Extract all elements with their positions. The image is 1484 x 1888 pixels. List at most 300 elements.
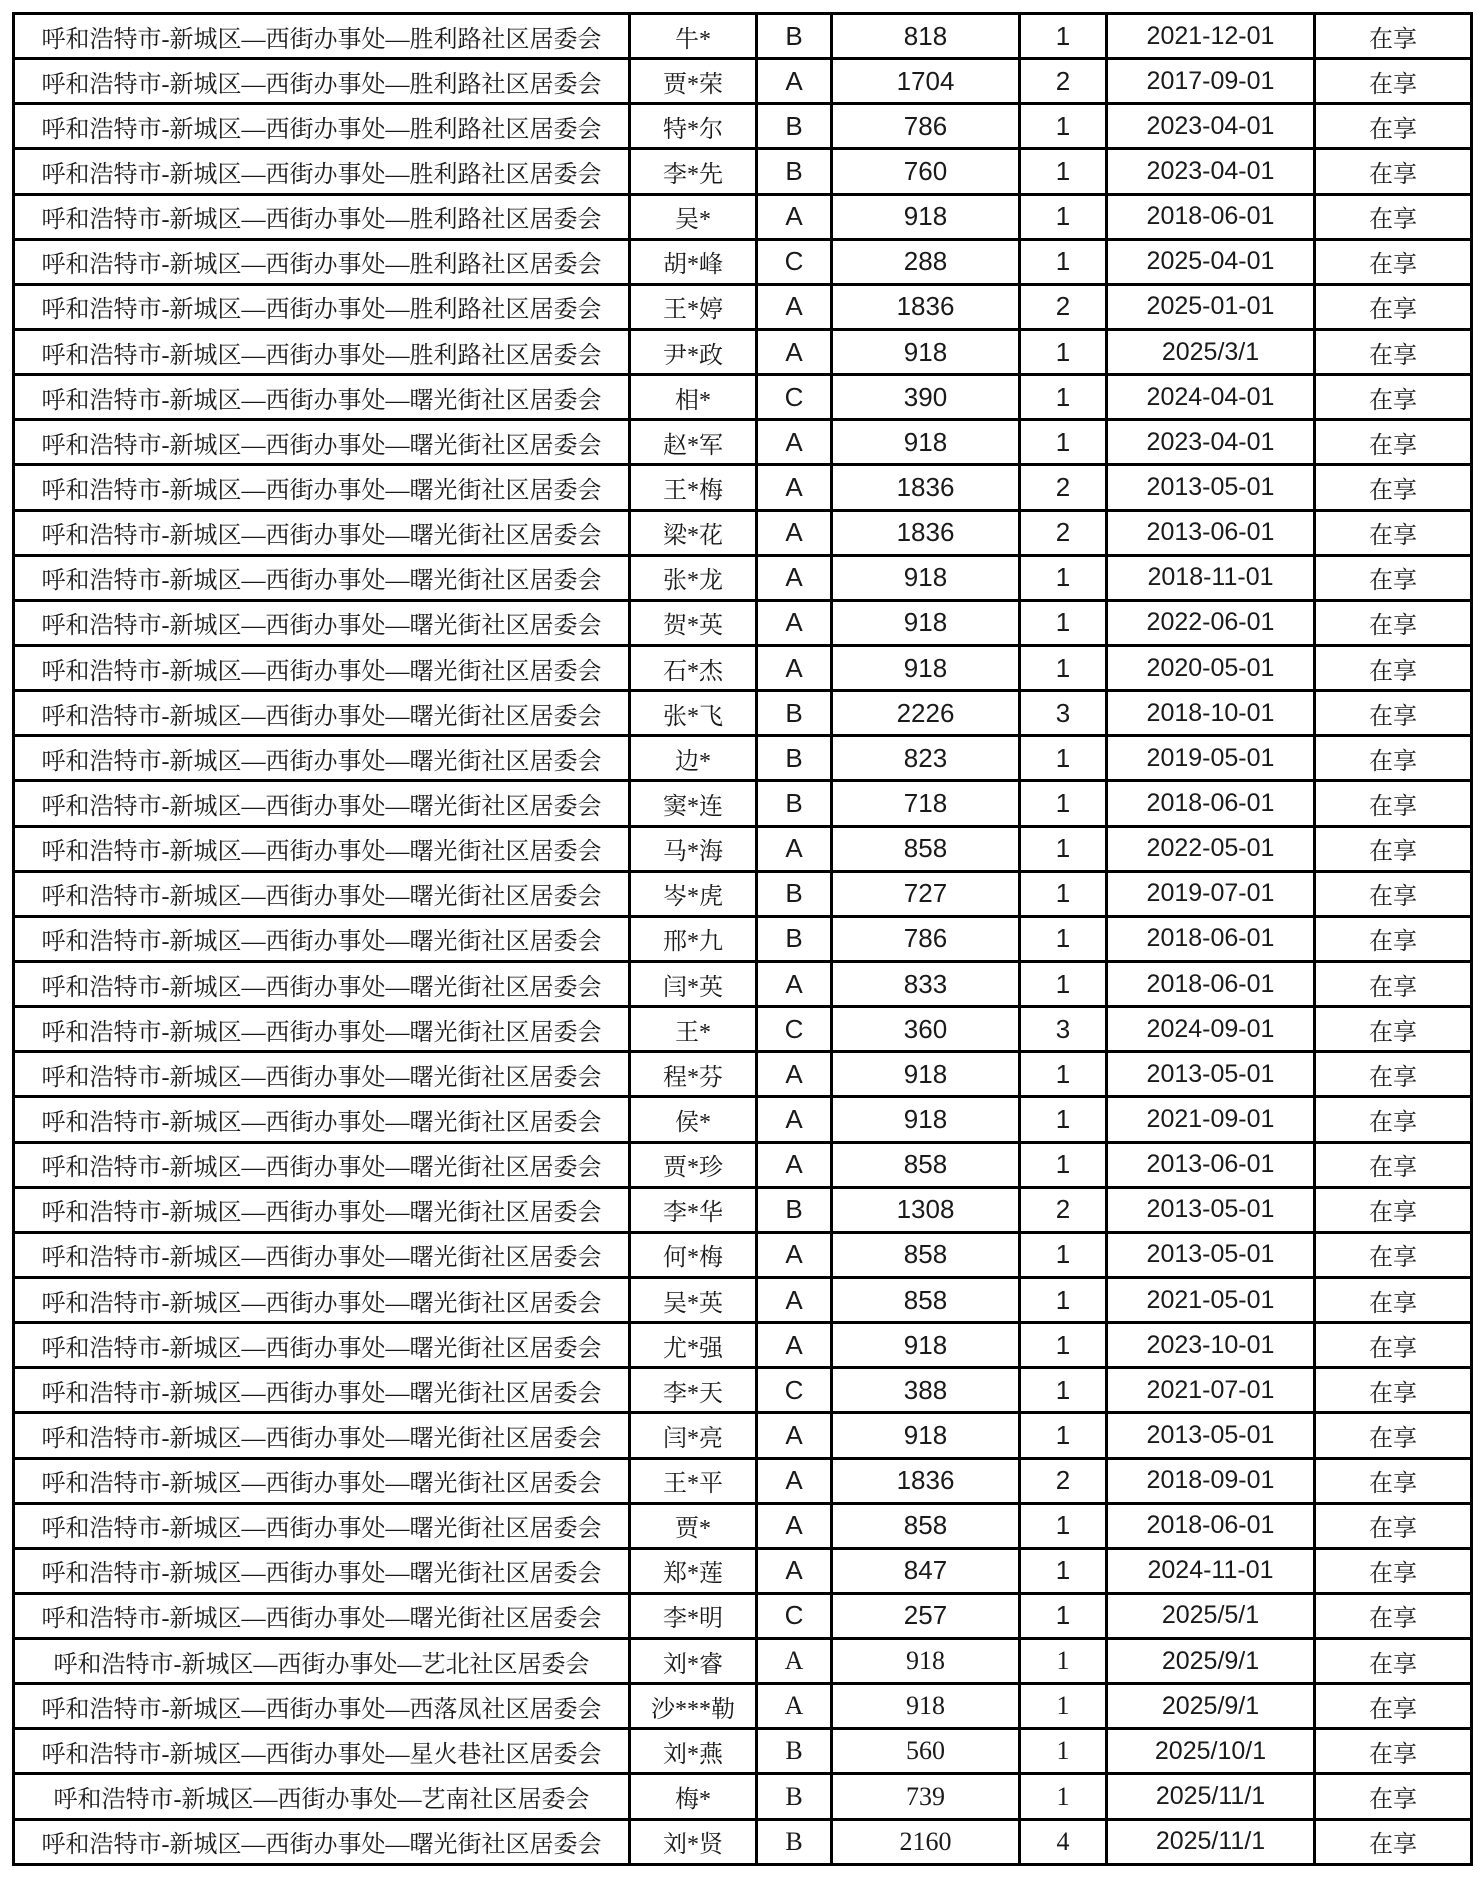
cell-region: 呼和浩特市-新城区—西街办事处—艺南社区居委会 — [14, 1774, 630, 1819]
cell-category: A — [757, 961, 832, 1006]
cell-name: 贾* — [630, 1503, 757, 1548]
cell-count: 4 — [1020, 1819, 1107, 1864]
cell-status: 在享 — [1315, 1097, 1472, 1142]
cell-date: 2024-09-01 — [1107, 1007, 1315, 1052]
cell-date: 2024-04-01 — [1107, 375, 1315, 420]
cell-date: 2023-04-01 — [1107, 149, 1315, 194]
cell-status: 在享 — [1315, 1187, 1472, 1232]
cell-region: 呼和浩特市-新城区—西街办事处—曙光街社区居委会 — [14, 555, 630, 600]
cell-category: A — [757, 1142, 832, 1187]
cell-amount: 1836 — [832, 284, 1020, 329]
table-row — [14, 916, 1472, 961]
cell-name: 尹*政 — [630, 329, 757, 374]
cell-region: 呼和浩特市-新城区—西街办事处—曙光街社区居委会 — [14, 871, 630, 916]
cell-date: 2025-01-01 — [1107, 284, 1315, 329]
cell-date: 2025/11/1 — [1107, 1819, 1315, 1864]
cell-region: 呼和浩特市-新城区—西街办事处—曙光街社区居委会 — [14, 465, 630, 510]
cell-date: 2025/9/1 — [1107, 1639, 1315, 1684]
cell-amount: 1836 — [832, 510, 1020, 555]
cell-count: 1 — [1020, 104, 1107, 149]
cell-category: A — [757, 510, 832, 555]
cell-region: 呼和浩特市-新城区—西街办事处—曙光街社区居委会 — [14, 375, 630, 420]
cell-category: C — [757, 1368, 832, 1413]
table-row — [14, 1774, 1472, 1819]
cell-count: 1 — [1020, 194, 1107, 239]
table-row — [14, 284, 1472, 329]
cell-status: 在享 — [1315, 1368, 1472, 1413]
cell-amount: 739 — [832, 1774, 1020, 1819]
cell-amount: 288 — [832, 239, 1020, 284]
cell-amount: 1836 — [832, 1458, 1020, 1503]
cell-name: 李*天 — [630, 1368, 757, 1413]
cell-region: 呼和浩特市-新城区—西街办事处—曙光街社区居委会 — [14, 1413, 630, 1458]
cell-count: 1 — [1020, 826, 1107, 871]
cell-category: A — [757, 1458, 832, 1503]
table-row — [14, 736, 1472, 781]
cell-count: 3 — [1020, 691, 1107, 736]
cell-count: 1 — [1020, 1639, 1107, 1684]
cell-amount: 1836 — [832, 465, 1020, 510]
cell-status: 在享 — [1315, 465, 1472, 510]
cell-name: 王*平 — [630, 1458, 757, 1503]
cell-count: 2 — [1020, 1187, 1107, 1232]
cell-date: 2019-07-01 — [1107, 871, 1315, 916]
cell-count: 1 — [1020, 961, 1107, 1006]
cell-region: 呼和浩特市-新城区—西街办事处—曙光街社区居委会 — [14, 1323, 630, 1368]
cell-status: 在享 — [1315, 375, 1472, 420]
cell-count: 1 — [1020, 420, 1107, 465]
cell-category: B — [757, 691, 832, 736]
table-row — [14, 329, 1472, 374]
cell-status: 在享 — [1315, 916, 1472, 961]
cell-status: 在享 — [1315, 736, 1472, 781]
cell-status: 在享 — [1315, 194, 1472, 239]
cell-amount: 2160 — [832, 1819, 1020, 1864]
cell-name: 窦*连 — [630, 781, 757, 826]
cell-region: 呼和浩特市-新城区—西街办事处—曙光街社区居委会 — [14, 1232, 630, 1277]
table-row — [14, 1819, 1472, 1864]
table-row — [14, 465, 1472, 510]
cell-name: 邢*九 — [630, 916, 757, 961]
cell-date: 2024-11-01 — [1107, 1548, 1315, 1593]
cell-count: 1 — [1020, 871, 1107, 916]
cell-region: 呼和浩特市-新城区—西街办事处—曙光街社区居委会 — [14, 781, 630, 826]
cell-amount: 390 — [832, 375, 1020, 420]
cell-date: 2013-06-01 — [1107, 510, 1315, 555]
table-row — [14, 149, 1472, 194]
cell-name: 沙***勒 — [630, 1684, 757, 1729]
cell-amount: 858 — [832, 1232, 1020, 1277]
cell-count: 2 — [1020, 510, 1107, 555]
cell-status: 在享 — [1315, 871, 1472, 916]
cell-category: A — [757, 329, 832, 374]
cell-count: 2 — [1020, 1458, 1107, 1503]
cell-region: 呼和浩特市-新城区—西街办事处—曙光街社区居委会 — [14, 1503, 630, 1548]
cell-category: A — [757, 1413, 832, 1458]
cell-status: 在享 — [1315, 1729, 1472, 1774]
cell-date: 2018-10-01 — [1107, 691, 1315, 736]
cell-date: 2013-05-01 — [1107, 1052, 1315, 1097]
cell-region: 呼和浩特市-新城区—西街办事处—西落凤社区居委会 — [14, 1684, 630, 1729]
cell-amount: 833 — [832, 961, 1020, 1006]
cell-name: 梁*花 — [630, 510, 757, 555]
cell-name: 尤*强 — [630, 1323, 757, 1368]
cell-amount: 918 — [832, 555, 1020, 600]
cell-name: 吴*英 — [630, 1277, 757, 1322]
cell-date: 2013-05-01 — [1107, 1232, 1315, 1277]
cell-amount: 727 — [832, 871, 1020, 916]
cell-region: 呼和浩特市-新城区—西街办事处—曙光街社区居委会 — [14, 600, 630, 645]
table-row — [14, 1052, 1472, 1097]
cell-count: 1 — [1020, 555, 1107, 600]
cell-count: 1 — [1020, 1323, 1107, 1368]
cell-amount: 918 — [832, 1052, 1020, 1097]
cell-count: 1 — [1020, 1684, 1107, 1729]
cell-date: 2018-06-01 — [1107, 961, 1315, 1006]
cell-category: A — [757, 555, 832, 600]
cell-date: 2023-04-01 — [1107, 104, 1315, 149]
cell-name: 牛* — [630, 14, 757, 59]
cell-category: A — [757, 1052, 832, 1097]
cell-amount: 918 — [832, 600, 1020, 645]
cell-status: 在享 — [1315, 1323, 1472, 1368]
cell-date: 2023-10-01 — [1107, 1323, 1315, 1368]
cell-region: 呼和浩特市-新城区—西街办事处—曙光街社区居委会 — [14, 736, 630, 781]
cell-region: 呼和浩特市-新城区—西街办事处—曙光街社区居委会 — [14, 916, 630, 961]
table-row — [14, 645, 1472, 690]
cell-name: 贾*荣 — [630, 59, 757, 104]
cell-count: 1 — [1020, 645, 1107, 690]
cell-count: 1 — [1020, 1413, 1107, 1458]
cell-count: 1 — [1020, 329, 1107, 374]
table-row — [14, 555, 1472, 600]
cell-date: 2018-11-01 — [1107, 555, 1315, 600]
cell-count: 1 — [1020, 781, 1107, 826]
cell-status: 在享 — [1315, 826, 1472, 871]
cell-amount: 918 — [832, 1684, 1020, 1729]
cell-count: 2 — [1020, 465, 1107, 510]
cell-amount: 1704 — [832, 59, 1020, 104]
cell-region: 呼和浩特市-新城区—西街办事处—胜利路社区居委会 — [14, 149, 630, 194]
cell-amount: 918 — [832, 645, 1020, 690]
cell-date: 2021-09-01 — [1107, 1097, 1315, 1142]
cell-name: 何*梅 — [630, 1232, 757, 1277]
cell-amount: 918 — [832, 1413, 1020, 1458]
cell-count: 1 — [1020, 1142, 1107, 1187]
table-row — [14, 1593, 1472, 1638]
cell-count: 1 — [1020, 1232, 1107, 1277]
cell-amount: 847 — [832, 1548, 1020, 1593]
cell-name: 闫*英 — [630, 961, 757, 1006]
table-row — [14, 600, 1472, 645]
cell-amount: 360 — [832, 1007, 1020, 1052]
cell-region: 呼和浩特市-新城区—西街办事处—胜利路社区居委会 — [14, 329, 630, 374]
cell-region: 呼和浩特市-新城区—西街办事处—曙光街社区居委会 — [14, 1458, 630, 1503]
cell-name: 张*龙 — [630, 555, 757, 600]
table-row — [14, 1007, 1472, 1052]
cell-amount: 760 — [832, 149, 1020, 194]
cell-date: 2013-05-01 — [1107, 465, 1315, 510]
cell-status: 在享 — [1315, 645, 1472, 690]
cell-date: 2019-05-01 — [1107, 736, 1315, 781]
cell-name: 王*梅 — [630, 465, 757, 510]
cell-region: 呼和浩特市-新城区—西街办事处—艺北社区居委会 — [14, 1639, 630, 1684]
cell-amount: 858 — [832, 1142, 1020, 1187]
cell-status: 在享 — [1315, 510, 1472, 555]
cell-amount: 858 — [832, 826, 1020, 871]
cell-name: 李*华 — [630, 1187, 757, 1232]
cell-category: B — [757, 149, 832, 194]
cell-date: 2020-05-01 — [1107, 645, 1315, 690]
cell-status: 在享 — [1315, 1548, 1472, 1593]
cell-category: A — [757, 59, 832, 104]
cell-count: 1 — [1020, 1593, 1107, 1638]
cell-name: 李*先 — [630, 149, 757, 194]
cell-status: 在享 — [1315, 104, 1472, 149]
cell-category: B — [757, 1187, 832, 1232]
cell-region: 呼和浩特市-新城区—西街办事处—曙光街社区居委会 — [14, 1007, 630, 1052]
cell-category: C — [757, 239, 832, 284]
cell-category: A — [757, 284, 832, 329]
table-row — [14, 104, 1472, 149]
cell-category: A — [757, 420, 832, 465]
cell-region: 呼和浩特市-新城区—西街办事处—曙光街社区居委会 — [14, 1187, 630, 1232]
cell-category: A — [757, 1097, 832, 1142]
cell-count: 2 — [1020, 59, 1107, 104]
cell-region: 呼和浩特市-新城区—西街办事处—曙光街社区居委会 — [14, 420, 630, 465]
cell-count: 3 — [1020, 1007, 1107, 1052]
cell-amount: 918 — [832, 329, 1020, 374]
cell-date: 2013-06-01 — [1107, 1142, 1315, 1187]
cell-region: 呼和浩特市-新城区—西街办事处—曙光街社区居委会 — [14, 1052, 630, 1097]
table-row — [14, 510, 1472, 555]
table-row — [14, 1232, 1472, 1277]
cell-category: A — [757, 1232, 832, 1277]
cell-name: 梅* — [630, 1774, 757, 1819]
cell-category: A — [757, 1639, 832, 1684]
cell-date: 2025-04-01 — [1107, 239, 1315, 284]
cell-name: 边* — [630, 736, 757, 781]
cell-category: A — [757, 1548, 832, 1593]
cell-status: 在享 — [1315, 284, 1472, 329]
cell-status: 在享 — [1315, 420, 1472, 465]
cell-status: 在享 — [1315, 1593, 1472, 1638]
cell-category: B — [757, 736, 832, 781]
cell-region: 呼和浩特市-新城区—西街办事处—曙光街社区居委会 — [14, 1142, 630, 1187]
table-row — [14, 1187, 1472, 1232]
cell-region: 呼和浩特市-新城区—西街办事处—胜利路社区居委会 — [14, 194, 630, 239]
cell-status: 在享 — [1315, 1232, 1472, 1277]
cell-status: 在享 — [1315, 555, 1472, 600]
cell-date: 2021-07-01 — [1107, 1368, 1315, 1413]
cell-count: 1 — [1020, 1503, 1107, 1548]
cell-amount: 818 — [832, 14, 1020, 59]
cell-count: 1 — [1020, 1774, 1107, 1819]
cell-name: 刘*贤 — [630, 1819, 757, 1864]
cell-status: 在享 — [1315, 329, 1472, 374]
cell-status: 在享 — [1315, 1639, 1472, 1684]
cell-amount: 560 — [832, 1729, 1020, 1774]
cell-category: A — [757, 826, 832, 871]
cell-region: 呼和浩特市-新城区—西街办事处—胜利路社区居委会 — [14, 59, 630, 104]
cell-status: 在享 — [1315, 59, 1472, 104]
cell-region: 呼和浩特市-新城区—西街办事处—曙光街社区居委会 — [14, 1097, 630, 1142]
cell-region: 呼和浩特市-新城区—西街办事处—曙光街社区居委会 — [14, 961, 630, 1006]
cell-name: 刘*燕 — [630, 1729, 757, 1774]
cell-category: C — [757, 375, 832, 420]
cell-name: 吴* — [630, 194, 757, 239]
cell-category: A — [757, 194, 832, 239]
cell-category: B — [757, 104, 832, 149]
cell-name: 贺*英 — [630, 600, 757, 645]
cell-amount: 257 — [832, 1593, 1020, 1638]
cell-status: 在享 — [1315, 1413, 1472, 1458]
cell-date: 2018-06-01 — [1107, 1503, 1315, 1548]
cell-count: 1 — [1020, 239, 1107, 284]
cell-date: 2025/5/1 — [1107, 1593, 1315, 1638]
cell-category: B — [757, 1774, 832, 1819]
cell-amount: 918 — [832, 1323, 1020, 1368]
cell-status: 在享 — [1315, 1052, 1472, 1097]
table-row — [14, 1639, 1472, 1684]
cell-count: 2 — [1020, 284, 1107, 329]
cell-region: 呼和浩特市-新城区—西街办事处—星火巷社区居委会 — [14, 1729, 630, 1774]
cell-date: 2018-06-01 — [1107, 194, 1315, 239]
cell-region: 呼和浩特市-新城区—西街办事处—曙光街社区居委会 — [14, 1277, 630, 1322]
cell-date: 2025/9/1 — [1107, 1684, 1315, 1729]
table-row — [14, 1684, 1472, 1729]
cell-date: 2018-06-01 — [1107, 781, 1315, 826]
cell-count: 1 — [1020, 736, 1107, 781]
table-row — [14, 871, 1472, 916]
cell-date: 2025/10/1 — [1107, 1729, 1315, 1774]
cell-count: 1 — [1020, 1368, 1107, 1413]
cell-amount: 918 — [832, 1097, 1020, 1142]
cell-date: 2013-05-01 — [1107, 1187, 1315, 1232]
cell-name: 郑*莲 — [630, 1548, 757, 1593]
cell-status: 在享 — [1315, 1774, 1472, 1819]
table-row — [14, 1368, 1472, 1413]
cell-date: 2018-06-01 — [1107, 916, 1315, 961]
cell-count: 1 — [1020, 14, 1107, 59]
cell-status: 在享 — [1315, 1458, 1472, 1503]
cell-name: 王* — [630, 1007, 757, 1052]
table-row — [14, 1323, 1472, 1368]
cell-region: 呼和浩特市-新城区—西街办事处—曙光街社区居委会 — [14, 826, 630, 871]
cell-name: 李*明 — [630, 1593, 757, 1638]
cell-region: 呼和浩特市-新城区—西街办事处—曙光街社区居委会 — [14, 691, 630, 736]
cell-status: 在享 — [1315, 600, 1472, 645]
cell-count: 1 — [1020, 1729, 1107, 1774]
cell-status: 在享 — [1315, 1503, 1472, 1548]
cell-status: 在享 — [1315, 239, 1472, 284]
cell-amount: 918 — [832, 194, 1020, 239]
cell-date: 2013-05-01 — [1107, 1413, 1315, 1458]
cell-amount: 1308 — [832, 1187, 1020, 1232]
cell-category: A — [757, 1503, 832, 1548]
cell-date: 2022-06-01 — [1107, 600, 1315, 645]
cell-date: 2023-04-01 — [1107, 420, 1315, 465]
cell-amount: 918 — [832, 1639, 1020, 1684]
cell-status: 在享 — [1315, 781, 1472, 826]
cell-amount: 2226 — [832, 691, 1020, 736]
cell-amount: 858 — [832, 1503, 1020, 1548]
cell-status: 在享 — [1315, 1142, 1472, 1187]
cell-status: 在享 — [1315, 1684, 1472, 1729]
cell-category: C — [757, 1593, 832, 1638]
cell-count: 1 — [1020, 916, 1107, 961]
cell-name: 马*海 — [630, 826, 757, 871]
cell-amount: 786 — [832, 916, 1020, 961]
cell-count: 1 — [1020, 1548, 1107, 1593]
table-row — [14, 1548, 1472, 1593]
table-row — [14, 375, 1472, 420]
cell-count: 1 — [1020, 1277, 1107, 1322]
cell-category: C — [757, 1007, 832, 1052]
cell-category: B — [757, 871, 832, 916]
table-row — [14, 194, 1472, 239]
table-row — [14, 781, 1472, 826]
cell-status: 在享 — [1315, 691, 1472, 736]
cell-amount: 718 — [832, 781, 1020, 826]
table-row — [14, 691, 1472, 736]
cell-category: A — [757, 1277, 832, 1322]
cell-category: B — [757, 781, 832, 826]
cell-date: 2021-05-01 — [1107, 1277, 1315, 1322]
cell-region: 呼和浩特市-新城区—西街办事处—曙光街社区居委会 — [14, 1593, 630, 1638]
cell-category: A — [757, 600, 832, 645]
cell-count: 1 — [1020, 1097, 1107, 1142]
table-row — [14, 1729, 1472, 1774]
cell-name: 特*尔 — [630, 104, 757, 149]
cell-name: 赵*军 — [630, 420, 757, 465]
cell-region: 呼和浩特市-新城区—西街办事处—曙光街社区居委会 — [14, 1548, 630, 1593]
cell-date: 2025/3/1 — [1107, 329, 1315, 374]
cell-region: 呼和浩特市-新城区—西街办事处—曙光街社区居委会 — [14, 1819, 630, 1864]
cell-date: 2021-12-01 — [1107, 14, 1315, 59]
cell-status: 在享 — [1315, 1277, 1472, 1322]
cell-name: 刘*睿 — [630, 1639, 757, 1684]
cell-region: 呼和浩特市-新城区—西街办事处—胜利路社区居委会 — [14, 284, 630, 329]
table-row — [14, 826, 1472, 871]
cell-date: 2018-09-01 — [1107, 1458, 1315, 1503]
cell-region: 呼和浩特市-新城区—西街办事处—胜利路社区居委会 — [14, 14, 630, 59]
cell-region: 呼和浩特市-新城区—西街办事处—胜利路社区居委会 — [14, 104, 630, 149]
cell-region: 呼和浩特市-新城区—西街办事处—曙光街社区居委会 — [14, 1368, 630, 1413]
table-row — [14, 1097, 1472, 1142]
table-row — [14, 420, 1472, 465]
cell-date: 2025/11/1 — [1107, 1774, 1315, 1819]
cell-name: 张*飞 — [630, 691, 757, 736]
cell-category: A — [757, 645, 832, 690]
table-row — [14, 1413, 1472, 1458]
cell-name: 胡*峰 — [630, 239, 757, 284]
cell-date: 2017-09-01 — [1107, 59, 1315, 104]
cell-name: 石*杰 — [630, 645, 757, 690]
cell-category: B — [757, 1819, 832, 1864]
cell-category: A — [757, 465, 832, 510]
table-body — [14, 14, 1472, 1865]
table-row — [14, 59, 1472, 104]
cell-category: B — [757, 916, 832, 961]
cell-amount: 858 — [832, 1277, 1020, 1322]
cell-category: A — [757, 1684, 832, 1729]
cell-count: 1 — [1020, 600, 1107, 645]
cell-count: 1 — [1020, 149, 1107, 194]
cell-region: 呼和浩特市-新城区—西街办事处—胜利路社区居委会 — [14, 239, 630, 284]
table-row — [14, 961, 1472, 1006]
table-row — [14, 14, 1472, 59]
